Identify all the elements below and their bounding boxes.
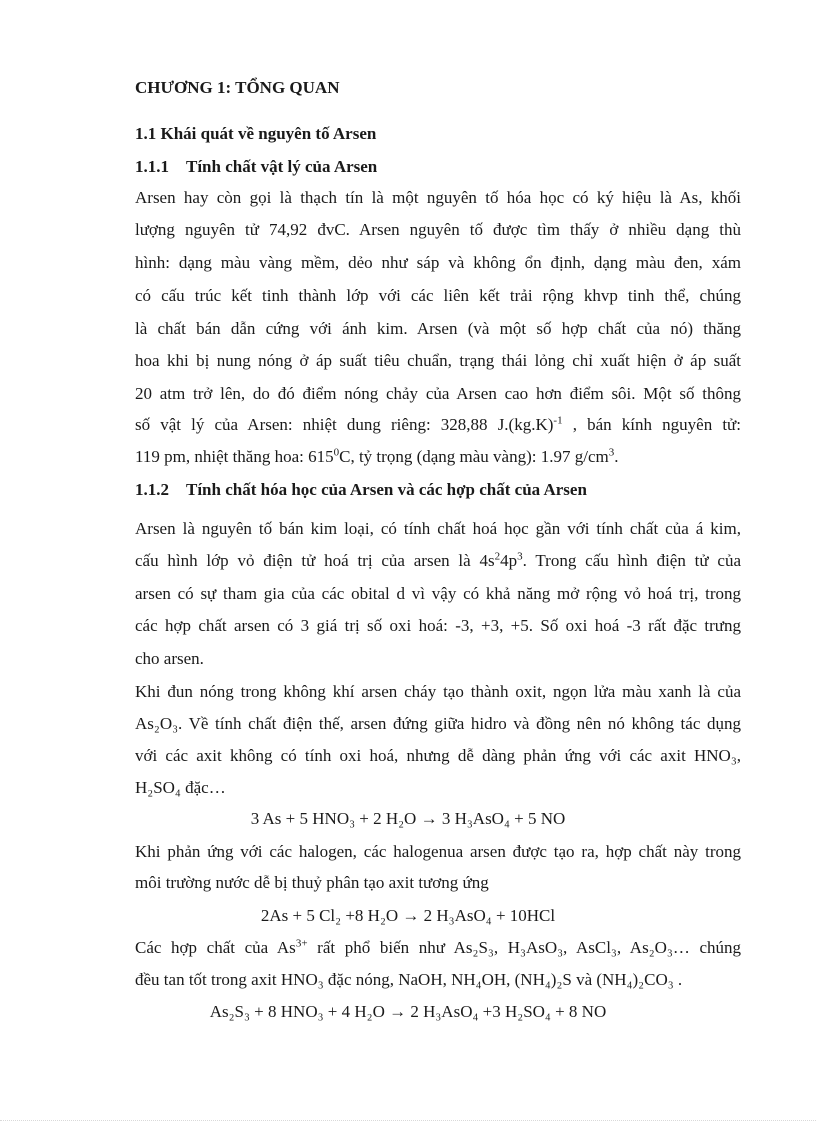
chemical-equation: 3 As + 5 HNO₃ + 2 H₂O → 3 H₃AsO₄ + 5 NO [250,809,566,828]
paragraph-line [135,551,741,571]
paragraph-line: môi trường nước dễ bị thuỷ phân tạo axit tương ứng [135,873,489,892]
section-title: Tính chất vật lý của Arsen [186,157,378,176]
paragraph-line: có cấu trúc kết tinh thành lớp với các liên kết trải rộng khvp tinh thể, chúng [135,286,741,305]
section-title: Tính chất hóa học của Arsen và các hợp chất của Arsen [186,480,587,499]
paragraph-line: đều tan tốt trong axit HNO₃ đặc nóng, NaOH, NH₄OH, (NH₄)₂S và (NH₄)₂CO₃ . [135,970,683,989]
section-heading-1-1: 1.1 Khái quát về nguyên tố Arsen [135,124,377,143]
paragraph-line: 20 atm trở lên, do đó điểm nóng chảy của Arsen cao hơn điểm sôi. Một số thông [135,384,741,403]
paragraph-line [135,447,741,467]
text-run: Các hợp chất của As [135,938,296,957]
paragraph-line [135,415,741,435]
section-heading-1-1-2 [135,480,741,500]
chemical-equation: 2As + 5 Cl₂ +8 H₂O → 2 H₃AsO₄ + 10HCl [260,906,556,925]
superscript: -1 [553,414,563,427]
paragraph-line [135,938,741,958]
superscript: 0 [333,446,340,459]
paragraph-line: hình: dạng màu vàng mềm, dẻo như sáp và không ổn định, dạng màu đen, xám [135,253,741,272]
paragraph-line: Khi đun nóng trong không khí arsen cháy tạo thành oxit, ngọn lửa màu xanh là của [135,682,741,701]
text-run: 4p [500,551,518,570]
text-run: . [614,447,619,466]
paragraph-line: với các axit không có tính oxi hoá, nhưng dễ dàng phản ứng với các axit HNO₃, [135,746,741,765]
text-run: số vật lý của Arsen: nhiệt dung riêng: 328,88 J.(kg.K) [135,415,554,434]
paragraph-line: Khi phản ứng với các halogen, các halogenua arsen được tạo ra, hợp chất này trong [135,842,741,861]
paragraph-line: cho arsen. [135,649,204,668]
text-run: cấu hình lớp vỏ điện tử hoá trị của arsen là 4s [135,551,495,570]
paragraph-line: arsen có sự tham gia của các obital d vì vậy có khả năng mở rộng vỏ hoá trị, trong [135,584,741,603]
paragraph-line: hoa khi bị nung nóng ở áp suất tiêu chuẩn, trạng thái lỏng chỉ xuất hiện ở áp suất [135,351,741,370]
text-run: 119 pm, nhiệt thăng hoa: 615 [135,447,334,466]
page-bottom-border [0,1120,816,1122]
paragraph-line: H₂SO₄ đặc… [135,778,226,797]
paragraph-line: các hợp chất arsen có 3 giá trị số oxi hoá: -3, +3, +5. Số oxi hoá -3 rất đặc trưng [135,616,741,635]
section-number: 1.1.1 [135,157,169,176]
superscript: 3 [608,446,615,459]
superscript: 3 [517,550,523,563]
paragraph-line: lượng nguyên tử 74,92 đvC. Arsen nguyên tố được tìm thấy ở nhiều dạng thù [135,220,741,239]
section-number: 1.1.2 [135,480,169,499]
text-run: rất phổ biến như As₂S₃, H₃AsO₃, AsCl₃, As₂O₃… chúng [307,938,741,957]
superscript: 3+ [295,937,308,950]
paragraph-line: As₂O₃. Về tính chất điện thế, arsen đứng giữa hidro và đồng nên nó không tác dụng [135,714,741,733]
section-heading-1-1-1 [135,157,741,177]
paragraph-line: Arsen hay còn gọi là thạch tín là một nguyên tố hóa học có ký hiệu là As, khối [135,188,741,207]
text-run: C, tỷ trọng (dạng màu vàng): 1.97 g/cm [339,447,609,466]
chemical-equation: As₂S₃ + 8 HNO₃ + 4 H₂O → 2 H₃AsO₄ +3 H₂SO₄ + 8 NO [209,1002,607,1021]
superscript: 2 [494,550,501,563]
text-run: . Trong cấu hình điện tử của [522,551,741,570]
text-run: , bán kính nguyên tử: [562,415,741,434]
chapter-title: CHƯƠNG 1: TỔNG QUAN [135,78,340,97]
paragraph-line: Arsen là nguyên tố bán kim loại, có tính chất hoá học gần với tính chất của á kim, [135,519,741,538]
paragraph-line: là chất bán dẫn cứng với ánh kim. Arsen (và một số hợp chất của nó) thăng [135,319,741,338]
